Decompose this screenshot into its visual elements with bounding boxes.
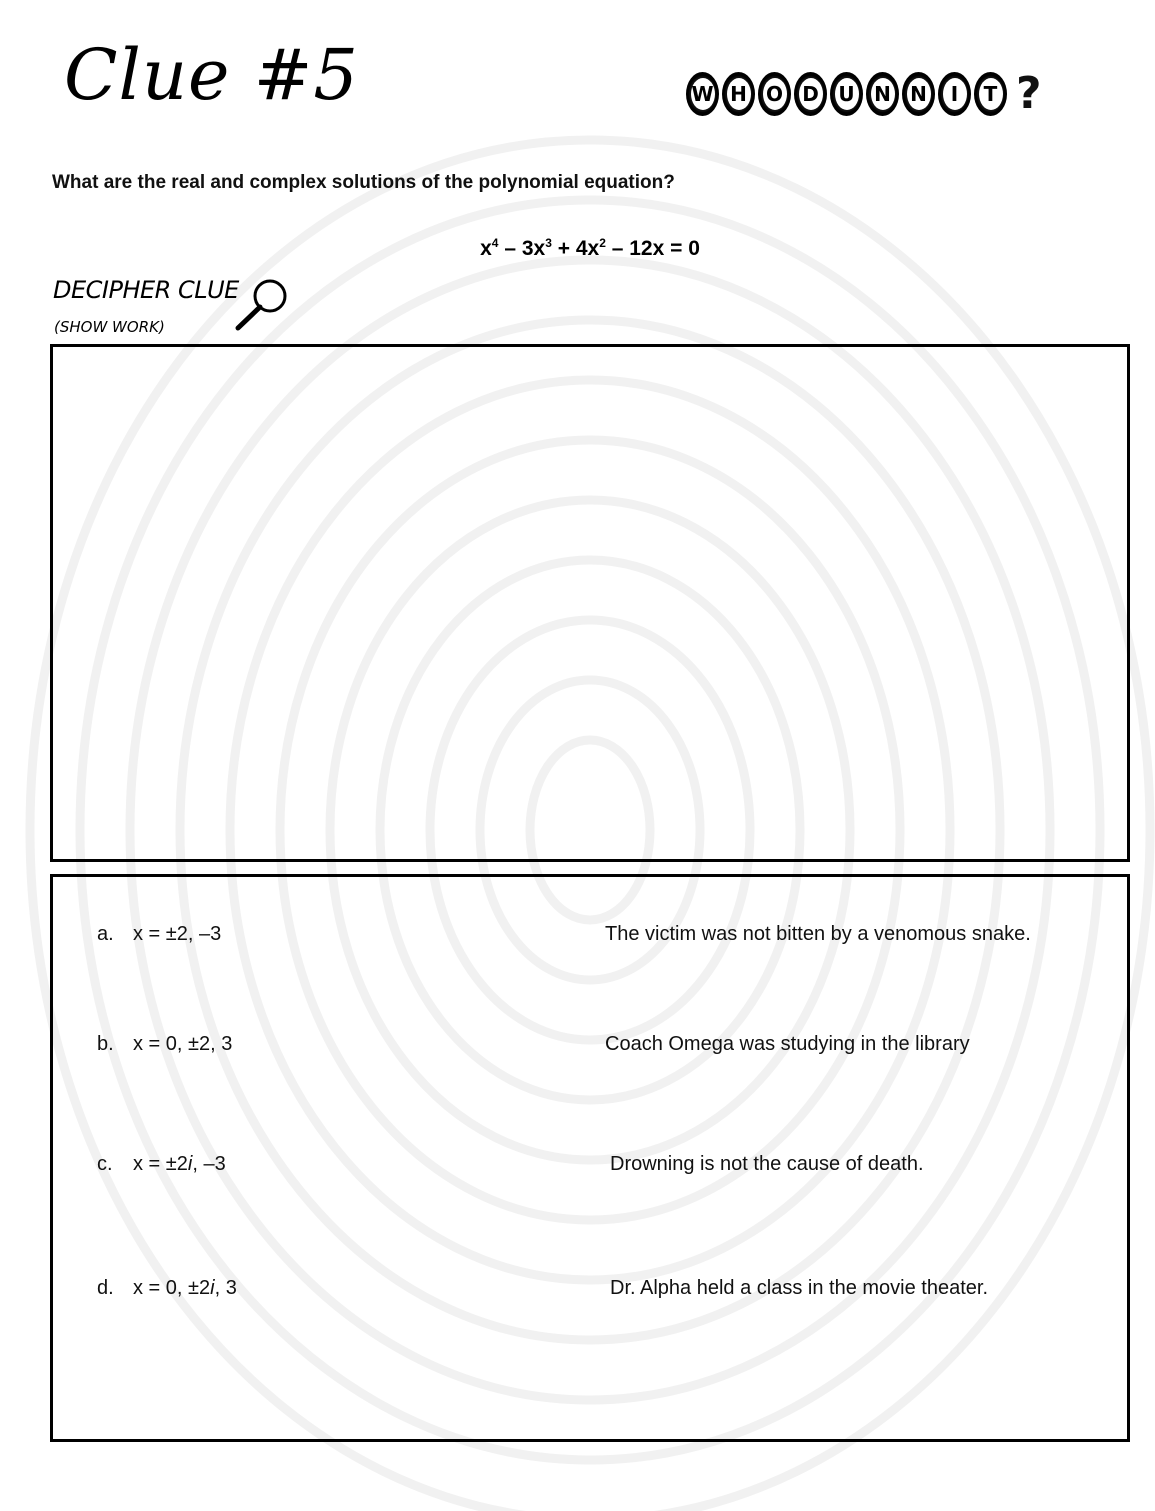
logo-letter-badge	[758, 72, 791, 116]
equation-term: – 3x	[498, 237, 546, 260]
logo-letter: H	[727, 78, 751, 110]
show-work-label: (SHOW WORK)	[54, 318, 165, 336]
polynomial-equation	[0, 236, 1155, 261]
option-solution: x = ±2	[133, 1153, 188, 1175]
logo-letter-badge	[902, 72, 935, 116]
show-work-area[interactable]	[50, 344, 1130, 862]
logo-letter-badge	[794, 72, 827, 116]
answer-option-c[interactable]	[97, 1153, 226, 1176]
logo-letter-badge	[974, 72, 1007, 116]
logo-letter-badge	[938, 72, 971, 116]
logo-letter: U	[835, 78, 859, 110]
option-letter: a.	[97, 923, 114, 945]
logo-letter: O	[763, 78, 787, 110]
whodunnit-logo	[686, 68, 1042, 119]
logo-letter-badge	[866, 72, 899, 116]
answer-option-d[interactable]	[97, 1277, 237, 1300]
logo-letter: D	[799, 78, 823, 110]
equation-exponent: 4	[491, 236, 499, 250]
logo-question-mark: ?	[1016, 68, 1042, 119]
imaginary-unit: i	[210, 1277, 215, 1299]
question-text: What are the real and complex solutions of the polynomial equation?	[52, 172, 675, 193]
clue-statement: Dr. Alpha held a class in the movie theater.	[610, 1277, 988, 1299]
clue-statement: The victim was not bitten by a venomous snake.	[605, 923, 1031, 945]
answer-option-b[interactable]	[97, 1033, 232, 1056]
clue-title: Clue #5	[64, 34, 359, 116]
option-solution-rest: , –3	[192, 1153, 226, 1175]
clue-statement: Drowning is not the cause of death.	[610, 1153, 924, 1175]
equation-exponent: 2	[599, 236, 606, 250]
equation-term: x	[480, 237, 492, 260]
option-solution: x = 0, ±2, 3	[133, 1033, 233, 1055]
equation-term: + 4x	[551, 237, 600, 260]
option-solution: x = ±2, –3	[133, 923, 222, 945]
equation-exponent: 3	[545, 236, 552, 250]
option-solution: x = 0, ±2	[133, 1277, 211, 1299]
imaginary-unit: i	[187, 1153, 193, 1175]
logo-letter-badge	[686, 72, 719, 116]
option-solution-rest: , 3	[214, 1277, 237, 1299]
equation-term: – 12x = 0	[605, 237, 700, 260]
answer-option-a[interactable]	[97, 923, 221, 946]
logo-letter: I	[943, 78, 967, 110]
logo-letter-badge	[830, 72, 863, 116]
logo-letter: N	[871, 78, 895, 110]
answer-choices-box	[50, 874, 1130, 1442]
option-letter: d.	[97, 1277, 114, 1299]
magnifying-glass-icon	[232, 276, 294, 332]
option-letter: b.	[97, 1033, 114, 1055]
logo-letter: T	[979, 78, 1003, 110]
logo-letter: W	[691, 78, 715, 110]
option-letter: c.	[97, 1153, 113, 1175]
logo-letter-badge	[722, 72, 755, 116]
logo-letter: N	[907, 78, 931, 110]
clue-statement: Coach Omega was studying in the library	[605, 1033, 970, 1055]
decipher-clue-heading: DECIPHER CLUE	[53, 276, 239, 304]
